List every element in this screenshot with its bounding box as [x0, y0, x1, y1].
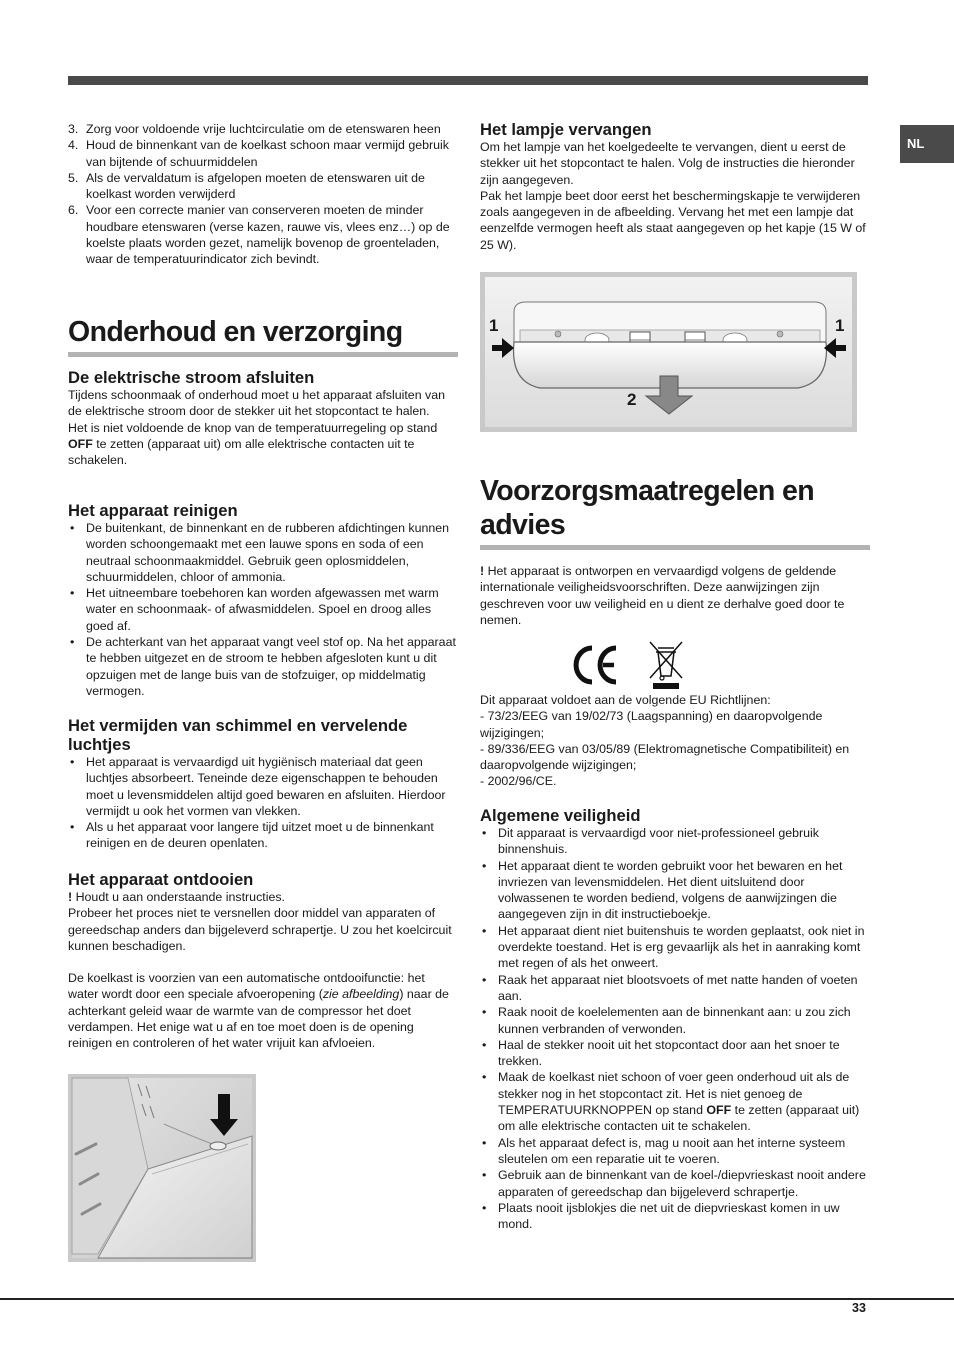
lamp-label-1-left: 1	[489, 316, 499, 335]
list-item: • Haal de stekker nooit uit het stopcontact door aan het snoer te trekken.	[482, 1037, 840, 1069]
directives-block: Dit apparaat voldoet aan de volgende EU Richtlijnen: - 73/23/EEG van 19/02/73 (Laagspanning) en daaropvolgende wijzigingen; - 89/336/EEG van 03/05/89 (Elektromagnetische Compatibiliteit) en daaropvolgende wijzigingen; - 2002/96/CE.	[480, 693, 850, 789]
lamp-heading: Het lampje vervangen	[480, 120, 652, 139]
list-item: • Als het apparaat defect is, mag u nooit aan het interne systeem sleutelen om een reparatie uit te voeren.	[482, 1135, 846, 1166]
mould-heading: Het vermijden van schimmel en vervelende luchtjes	[68, 716, 408, 754]
list-item: • Raak het apparaat niet blootsvoets of met natte handen of voeten aan.	[482, 972, 858, 1003]
list-item: • De achterkant van het apparaat vangt veel stof op. Na het apparaat te hebben uitgezet en de stroom te hebben afgesloten kunt u dit opzuigen met de lange buis van de stofzuiger, op middelmatig vermogen.	[70, 635, 456, 698]
lamp-section	[480, 120, 870, 253]
list-item: • Plaats nooit ijsblokjes die net uit de diepvrieskast komen in uw mond.	[482, 1200, 840, 1232]
power-heading: De elektrische stroom afsluiten	[68, 368, 315, 387]
list-item: 6. Voor een correcte manier van conserveren moeten de minder houdbare etenswaren (verse kazen, rauwe vis, vlees enz…) op de koelste plaats worden gezet, namelijk bovenop de groenteladen, waar de temperatuurindicator zich bevindt.	[68, 203, 450, 267]
maintenance-title: Onderhoud en verzorging	[68, 316, 403, 348]
defrost-warning: ! Houdt u aan onderstaande instructies.	[68, 890, 285, 904]
cleaning-list	[68, 520, 458, 699]
lamp-text-1: Om het lampje van het koelgedeelte te vervangen, dient u eerst de stekker uit het stopcontact te halen. Volg de instructies die hieronder zijn aangegeven.	[480, 140, 855, 187]
lamp-illustration	[480, 272, 857, 432]
power-text-2: Het is niet voldoende de knop van de temperatuurregeling op stand OFF te zetten (apparaat uit) om alle elektrische contacten uit te schakelen.	[68, 420, 438, 468]
list-item: • Het apparaat is vervaardigd uit hygiënisch materiaal dat geen luchtjes absorbeert. Teneinde deze eigenschappen te behouden moet u levensmiddelen altijd goed bewaren en afsluiten. Hierdoor vermijdt u ook het vormen van vlekken.	[70, 755, 446, 818]
list-item: • Als u het apparaat voor langere tijd uitzet moet u de binnenkant reinigen en de deuren openlaten.	[70, 820, 434, 851]
defrost-section	[68, 870, 458, 1052]
lamp-cover-drawing	[480, 272, 857, 432]
cleaning-section	[68, 501, 458, 699]
list-item: • Gebruik aan de binnenkant van de koel-/diepvrieskast nooit andere apparaten of gereedschap dan bijgeleverd schrapertje.	[482, 1168, 866, 1199]
general-safety-list	[480, 825, 870, 1232]
general-safety-section	[480, 806, 870, 1232]
precautions-title: Voorzorgsmaatregelen en advies	[480, 475, 815, 541]
defrost-text-1: Probeer het proces niet te versnellen door middel van apparaten of gereedschap anders dan bijgeleverd schrapertje. U zou het koelcircuit kunnen beschadigen.	[68, 906, 452, 953]
list-item: • Dit apparaat is vervaardigd voor niet-professioneel gebruik binnenshuis.	[482, 826, 819, 857]
title-rule	[480, 545, 870, 550]
power-text-1: Tijdens schoonmaak of onderhoud moet u het apparaat afsluiten van de elektrische stroom door de stekker uit het stopcontact te halen.	[68, 388, 446, 419]
mould-section	[68, 716, 458, 852]
mould-list	[68, 754, 458, 852]
power-section	[68, 368, 458, 468]
weee-bin-icon	[650, 642, 682, 689]
language-tab: NL	[900, 125, 954, 163]
warning-icon: !	[68, 890, 73, 904]
list-item: 3. Zorg voor voldoende vrije luchtcirculatie om de etenswaren heen	[68, 122, 441, 136]
list-item: • Het apparaat dient te worden gebruikt voor het bewaren en het invriezen van levensmiddelen. Het dient uitsluitend door volwassenen te worden bediend, volgens de aanwijzingen die aangegeven zijn in dit instructieboekje.	[482, 858, 843, 922]
ce-mark-icon	[576, 648, 616, 682]
list-item: • De buitenkant, de binnenkant en de rubberen afdichtingen kunnen worden schoongemaakt met een lauwe spons en soda of een neutraal schoonmaakmiddel. Gebruik geen oplosmiddelen, schuurmiddelen, chloor of ammonia.	[70, 521, 450, 584]
cleaning-heading: Het apparaat reinigen	[68, 501, 238, 520]
page-number: 33	[852, 1301, 866, 1315]
storage-tips-list	[68, 121, 458, 268]
defrost-text-2: De koelkast is voorzien van een automatische ontdooifunctie: het water wordt door een speciale afvoeropening (zie afbeelding) naar de achterkant geleid waar de warmte van de compressor het doet verdampen. Het enige wat u af en toe moet doen is de opening reinigen en controleren of het water vrijuit kan afvloeien.	[68, 971, 449, 1051]
defrost-heading: Het apparaat ontdooien	[68, 870, 254, 889]
lamp-label-1-right: 1	[835, 316, 845, 335]
lamp-label-2: 2	[627, 390, 637, 409]
precautions-intro: ! Het apparaat is ontworpen en vervaardigd volgens de geldende internationale veiligheidsvoorschriften. Deze aanwijzingen zijn geschreven voor uw veiligheid en u dient ze derhalve goed door te nemen.	[480, 564, 845, 627]
drain-drawing	[68, 1074, 256, 1262]
ce-weee-icons	[570, 638, 700, 692]
list-item: • Het uitneembare toebehoren kan worden afgewassen met warm water en schoonmaak- of afwasmiddelen. Spoel en droog alles goed af.	[70, 586, 439, 633]
lamp-text-2: Pak het lampje beet door eerst het beschermingskapje te verwijderen zoals aangegeven in de afbeelding. Vervang het met een lampje dat eenzelfde vermogen heeft als staat aangegeven op het kapje (15 W of 25 W).	[480, 188, 866, 252]
defrost-drain-illustration	[68, 1074, 256, 1262]
list-item: • Raak nooit de koelelementen aan de binnenkant aan: u zou zich kunnen verbranden of verwonden.	[482, 1005, 851, 1036]
warning-icon: !	[480, 564, 485, 578]
list-item: • Het apparaat dient niet buitenshuis te worden geplaatst, ook niet in overdekte toestand. Het is erg gevaarlijk als het in aanraking komt met regen of als het onweert.	[482, 923, 865, 971]
title-rule	[68, 352, 458, 357]
list-item: • Maak de koelkast niet schoon of voer geen onderhoud uit als de stekker nog in het stopcontact zit. Het is niet genoeg de TEMPERATUURKNOPPEN op stand OFF te zetten (apparaat uit) om alle elektrische contacten uit te schakelen.	[482, 1070, 860, 1134]
precautions-title-block	[480, 474, 870, 550]
list-item: 5. Als de vervaldatum is afgelopen moeten de etenswaren uit de koelkast worden verwijderd	[68, 170, 425, 202]
general-safety-heading: Algemene veiligheid	[480, 806, 641, 825]
header-bar	[68, 76, 868, 85]
maintenance-title-block	[68, 315, 458, 357]
certification-marks	[570, 638, 700, 692]
footer-rule	[0, 1298, 954, 1300]
list-item: 4. Houd de binnenkant van de koelkast schoon maar vermijd gebruik van bijtende of schuurmiddelen	[68, 138, 449, 169]
